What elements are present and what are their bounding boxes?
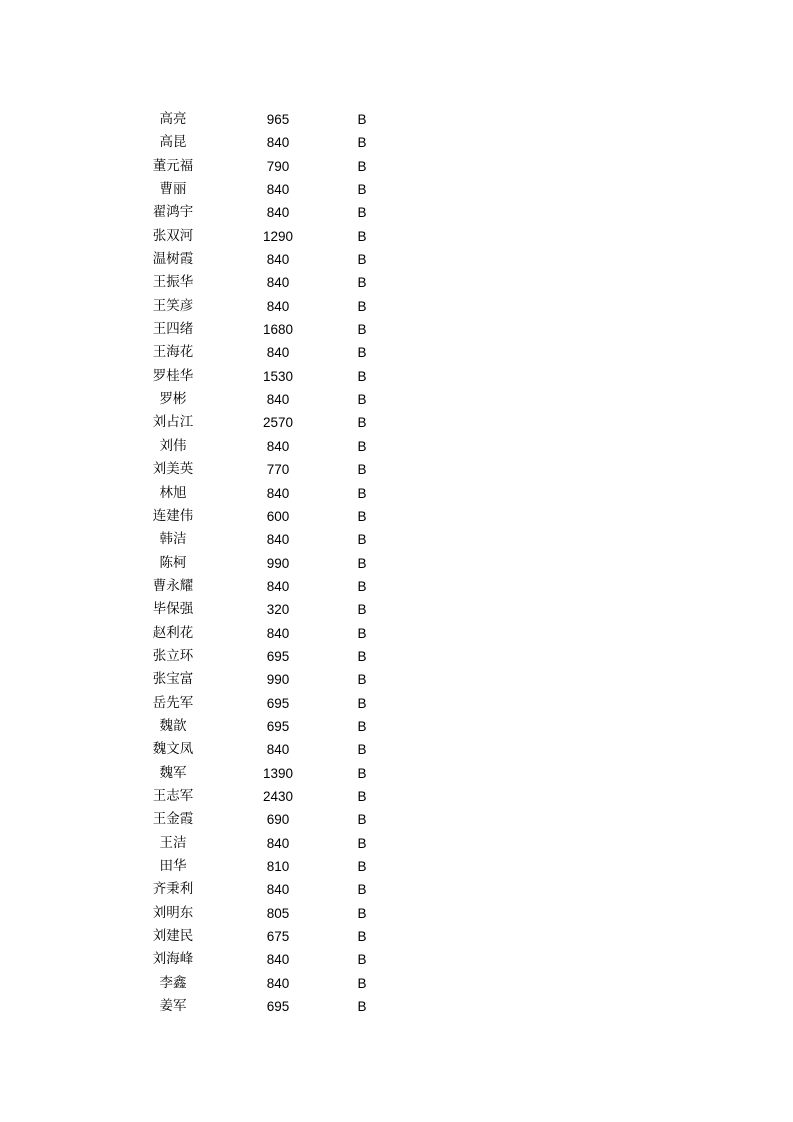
amount-cell: 840 bbox=[266, 182, 290, 198]
name-cell: 毕保强 bbox=[152, 601, 194, 618]
table-row bbox=[0, 668, 793, 691]
amount-cell: 840 bbox=[266, 975, 290, 991]
table-row bbox=[0, 178, 793, 201]
name-cell: 曹丽 bbox=[159, 181, 187, 198]
name-cell: 刘美英 bbox=[152, 461, 194, 478]
name-cell: 翟鸿宇 bbox=[152, 204, 194, 221]
name-cell: 王志军 bbox=[152, 787, 194, 804]
name-cell: 魏歆 bbox=[159, 717, 187, 734]
grade-cell: B bbox=[357, 812, 367, 828]
grade-cell: B bbox=[357, 135, 367, 151]
table-row bbox=[0, 505, 793, 528]
table-row bbox=[0, 411, 793, 434]
amount-cell: 840 bbox=[266, 625, 290, 641]
name-cell: 刘建民 bbox=[152, 928, 194, 945]
table-row bbox=[0, 715, 793, 738]
amount-cell: 990 bbox=[266, 555, 290, 571]
grade-cell: B bbox=[357, 672, 367, 688]
amount-cell: 2430 bbox=[262, 788, 294, 804]
table-row bbox=[0, 482, 793, 505]
name-cell: 温树霞 bbox=[152, 251, 194, 268]
grade-cell: B bbox=[357, 462, 367, 478]
grade-cell: B bbox=[357, 345, 367, 361]
name-cell: 王笑彦 bbox=[152, 297, 194, 314]
grade-cell: B bbox=[357, 158, 367, 174]
amount-cell: 840 bbox=[266, 578, 290, 594]
grade-cell: B bbox=[357, 392, 367, 408]
name-cell: 姜军 bbox=[159, 998, 187, 1015]
amount-cell: 695 bbox=[266, 999, 290, 1015]
table-row bbox=[0, 808, 793, 831]
amount-cell: 840 bbox=[266, 882, 290, 898]
grade-cell: B bbox=[357, 999, 367, 1015]
amount-cell: 2570 bbox=[262, 415, 294, 431]
name-cell: 林旭 bbox=[159, 484, 187, 501]
amount-cell: 1530 bbox=[262, 368, 294, 384]
amount-cell: 1680 bbox=[262, 322, 294, 338]
name-cell: 高亮 bbox=[159, 111, 187, 127]
grade-cell: B bbox=[357, 695, 367, 711]
name-cell: 王金霞 bbox=[152, 811, 194, 828]
name-cell: 魏军 bbox=[159, 764, 187, 781]
data-table bbox=[0, 108, 793, 1018]
table-row bbox=[0, 131, 793, 154]
name-cell: 赵利花 bbox=[152, 624, 194, 641]
amount-cell: 675 bbox=[266, 929, 290, 945]
table-row bbox=[0, 225, 793, 248]
table-row bbox=[0, 738, 793, 761]
grade-cell: B bbox=[357, 415, 367, 431]
table-row bbox=[0, 995, 793, 1018]
table-row bbox=[0, 855, 793, 878]
grade-cell: B bbox=[357, 485, 367, 501]
grade-cell: B bbox=[357, 835, 367, 851]
table-row bbox=[0, 201, 793, 224]
grade-cell: B bbox=[357, 368, 367, 384]
grade-cell: B bbox=[357, 555, 367, 571]
amount-cell: 840 bbox=[266, 485, 290, 501]
amount-cell: 965 bbox=[266, 112, 290, 127]
grade-cell: B bbox=[357, 182, 367, 198]
grade-cell: B bbox=[357, 112, 367, 127]
name-cell: 刘海峰 bbox=[152, 951, 194, 968]
grade-cell: B bbox=[357, 648, 367, 664]
amount-cell: 840 bbox=[266, 532, 290, 548]
name-cell: 魏文凤 bbox=[152, 741, 194, 758]
table-row bbox=[0, 458, 793, 481]
amount-cell: 840 bbox=[266, 438, 290, 454]
amount-cell: 805 bbox=[266, 905, 290, 921]
table-row bbox=[0, 832, 793, 855]
name-cell: 刘伟 bbox=[159, 437, 187, 454]
name-cell: 高昆 bbox=[159, 134, 187, 151]
amount-cell: 690 bbox=[266, 812, 290, 828]
name-cell: 王四绪 bbox=[152, 321, 194, 338]
table-row bbox=[0, 925, 793, 948]
name-cell: 刘占江 bbox=[152, 414, 194, 431]
amount-cell: 1390 bbox=[262, 765, 294, 781]
name-cell: 王洁 bbox=[159, 834, 187, 851]
name-cell: 罗桂华 bbox=[152, 367, 194, 384]
grade-cell: B bbox=[357, 275, 367, 291]
table-row bbox=[0, 785, 793, 808]
amount-cell: 695 bbox=[266, 718, 290, 734]
grade-cell: B bbox=[357, 788, 367, 804]
table-row bbox=[0, 388, 793, 411]
name-cell: 陈柯 bbox=[159, 554, 187, 571]
amount-cell: 695 bbox=[266, 695, 290, 711]
amount-cell: 770 bbox=[266, 462, 290, 478]
table-row bbox=[0, 248, 793, 271]
name-cell: 王振华 bbox=[152, 274, 194, 291]
table-row bbox=[0, 575, 793, 598]
name-cell: 刘明东 bbox=[152, 904, 194, 921]
grade-cell: B bbox=[357, 532, 367, 548]
table-row bbox=[0, 365, 793, 388]
grade-cell: B bbox=[357, 322, 367, 338]
table-row bbox=[0, 295, 793, 318]
table-row bbox=[0, 155, 793, 178]
grade-cell: B bbox=[357, 252, 367, 268]
table-row bbox=[0, 598, 793, 621]
amount-cell: 1290 bbox=[262, 228, 294, 244]
table-row bbox=[0, 552, 793, 575]
name-cell: 齐秉利 bbox=[152, 881, 194, 898]
amount-cell: 840 bbox=[266, 252, 290, 268]
grade-cell: B bbox=[357, 765, 367, 781]
amount-cell: 600 bbox=[266, 508, 290, 524]
name-cell: 曹永耀 bbox=[152, 577, 194, 594]
grade-cell: B bbox=[357, 508, 367, 524]
amount-cell: 840 bbox=[266, 205, 290, 221]
grade-cell: B bbox=[357, 905, 367, 921]
amount-cell: 840 bbox=[266, 835, 290, 851]
grade-cell: B bbox=[357, 205, 367, 221]
table-row bbox=[0, 692, 793, 715]
grade-cell: B bbox=[357, 298, 367, 314]
name-cell: 张立环 bbox=[152, 647, 194, 664]
grade-cell: B bbox=[357, 578, 367, 594]
name-cell: 罗彬 bbox=[159, 391, 187, 408]
table-row bbox=[0, 108, 793, 131]
name-cell: 董元福 bbox=[152, 157, 194, 174]
table-row bbox=[0, 271, 793, 294]
amount-cell: 840 bbox=[266, 298, 290, 314]
grade-cell: B bbox=[357, 882, 367, 898]
amount-cell: 840 bbox=[266, 275, 290, 291]
amount-cell: 840 bbox=[266, 392, 290, 408]
table-row bbox=[0, 878, 793, 901]
table-row bbox=[0, 948, 793, 971]
name-cell: 李鑫 bbox=[159, 974, 187, 991]
name-cell: 王海花 bbox=[152, 344, 194, 361]
name-cell: 韩洁 bbox=[159, 531, 187, 548]
grade-cell: B bbox=[357, 975, 367, 991]
amount-cell: 990 bbox=[266, 672, 290, 688]
grade-cell: B bbox=[357, 602, 367, 618]
amount-cell: 695 bbox=[266, 648, 290, 664]
table-row bbox=[0, 435, 793, 458]
grade-cell: B bbox=[357, 742, 367, 758]
name-cell: 岳先军 bbox=[152, 694, 194, 711]
name-cell: 连建伟 bbox=[152, 507, 194, 524]
amount-cell: 840 bbox=[266, 135, 290, 151]
table-row bbox=[0, 318, 793, 341]
grade-cell: B bbox=[357, 718, 367, 734]
table-row bbox=[0, 528, 793, 551]
table-row bbox=[0, 972, 793, 995]
grade-cell: B bbox=[357, 438, 367, 454]
amount-cell: 840 bbox=[266, 345, 290, 361]
grade-cell: B bbox=[357, 859, 367, 874]
table-row bbox=[0, 645, 793, 668]
table-row bbox=[0, 762, 793, 785]
table-row bbox=[0, 902, 793, 925]
table-row bbox=[0, 341, 793, 364]
amount-cell: 840 bbox=[266, 952, 290, 968]
amount-cell: 810 bbox=[266, 859, 290, 874]
grade-cell: B bbox=[357, 929, 367, 945]
amount-cell: 320 bbox=[266, 602, 290, 618]
amount-cell: 840 bbox=[266, 742, 290, 758]
table-row bbox=[0, 622, 793, 645]
name-cell: 张双河 bbox=[152, 227, 194, 244]
amount-cell: 790 bbox=[266, 158, 290, 174]
name-cell: 张宝富 bbox=[152, 671, 194, 688]
grade-cell: B bbox=[357, 228, 367, 244]
grade-cell: B bbox=[357, 952, 367, 968]
grade-cell: B bbox=[357, 625, 367, 641]
name-cell: 田华 bbox=[159, 858, 187, 874]
